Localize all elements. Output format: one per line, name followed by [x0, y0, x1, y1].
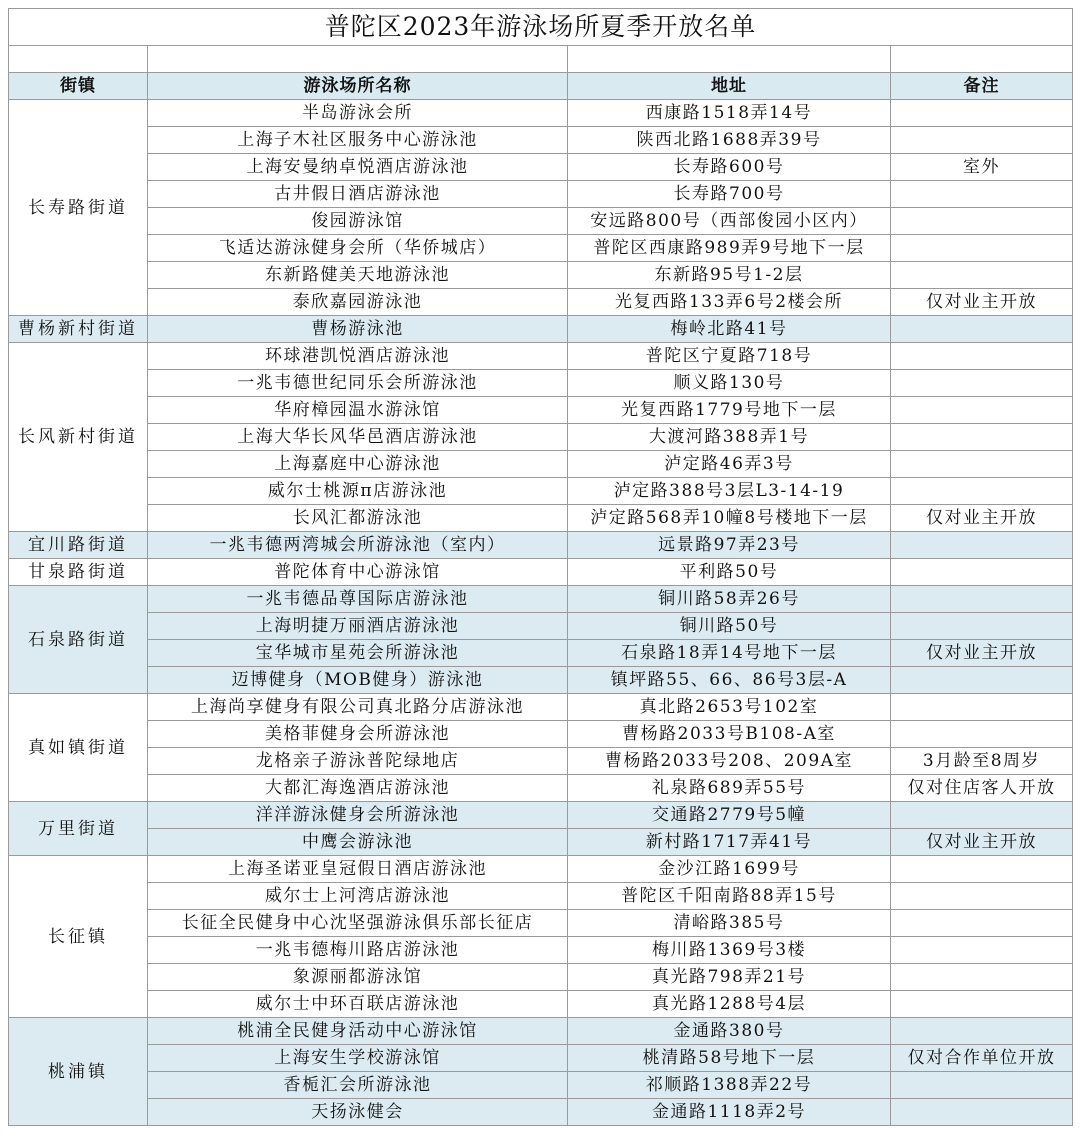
- note-cell: [891, 424, 1073, 451]
- venue-name-cell: 威尔士桃源π店游泳池: [148, 478, 568, 505]
- venue-name-cell: 龙格亲子游泳普陀绿地店: [148, 748, 568, 775]
- note-cell: [891, 1099, 1073, 1126]
- note-cell: [891, 721, 1073, 748]
- address-cell: 长寿路600号: [568, 154, 891, 181]
- venue-name-cell: 上海子木社区服务中心游泳池: [148, 127, 568, 154]
- address-cell: 镇坪路55、66、86号3层-A: [568, 667, 891, 694]
- venue-name-cell: 上海安生学校游泳馆: [148, 1045, 568, 1072]
- venue-name-cell: 大都汇海逸酒店游泳池: [148, 775, 568, 802]
- note-cell: [891, 316, 1073, 343]
- note-cell: [891, 559, 1073, 586]
- venue-name-cell: 飞适达游泳健身会所（华侨城店）: [148, 235, 568, 262]
- table-row: [9, 640, 1073, 667]
- venue-name-cell: 美格菲健身会所游泳池: [148, 721, 568, 748]
- venue-name-cell: 俊园游泳馆: [148, 208, 568, 235]
- address-cell: 桃清路58号地下一层: [568, 1045, 891, 1072]
- district-cell: 长征镇: [9, 856, 148, 1018]
- address-cell: 交通路2779号5幢: [568, 802, 891, 829]
- venue-name-cell: 威尔士上河湾店游泳池: [148, 883, 568, 910]
- blank-cell: [568, 46, 891, 73]
- blank-cell: [891, 46, 1073, 73]
- note-cell: [891, 127, 1073, 154]
- column-header-address: 地址: [568, 73, 891, 100]
- table-row: [9, 100, 1073, 127]
- address-cell: 普陀区宁夏路718号: [568, 343, 891, 370]
- table-row: [9, 127, 1073, 154]
- district-cell: 曹杨新村街道: [9, 316, 148, 343]
- address-cell: 泸定路568弄10幢8号楼地下一层: [568, 505, 891, 532]
- table-row: [9, 829, 1073, 856]
- table-row: [9, 883, 1073, 910]
- note-cell: [891, 991, 1073, 1018]
- district-cell: 真如镇街道: [9, 694, 148, 802]
- note-cell: [891, 532, 1073, 559]
- column-header-note: 备注: [891, 73, 1073, 100]
- address-cell: 顺义路130号: [568, 370, 891, 397]
- address-cell: 曹杨路2033号208、209A室: [568, 748, 891, 775]
- table-row: [9, 181, 1073, 208]
- address-cell: 铜川路50号: [568, 613, 891, 640]
- note-cell: 室外: [891, 154, 1073, 181]
- address-cell: 真光路798弄21号: [568, 964, 891, 991]
- venue-name-cell: 威尔士中环百联店游泳池: [148, 991, 568, 1018]
- venue-name-cell: 象源丽都游泳馆: [148, 964, 568, 991]
- table-row: [9, 154, 1073, 181]
- note-cell: [891, 181, 1073, 208]
- note-cell: [891, 910, 1073, 937]
- venue-name-cell: 天扬泳健会: [148, 1099, 568, 1126]
- table-row: [9, 910, 1073, 937]
- note-cell: [891, 262, 1073, 289]
- table-row: [9, 1018, 1073, 1045]
- venue-name-cell: 一兆韦德世纪同乐会所游泳池: [148, 370, 568, 397]
- note-cell: [891, 235, 1073, 262]
- note-cell: [891, 802, 1073, 829]
- table-row: [9, 937, 1073, 964]
- address-cell: 泸定路388号3层L3-14-19: [568, 478, 891, 505]
- address-cell: 新村路1717弄41号: [568, 829, 891, 856]
- address-cell: 金沙江路1699号: [568, 856, 891, 883]
- note-cell: [891, 100, 1073, 127]
- note-cell: 仅对住店客人开放: [891, 775, 1073, 802]
- venue-name-cell: 半岛游泳会所: [148, 100, 568, 127]
- district-cell: 石泉路街道: [9, 586, 148, 694]
- venue-name-cell: 长风汇都游泳池: [148, 505, 568, 532]
- venue-name-cell: 一兆韦德梅川路店游泳池: [148, 937, 568, 964]
- column-header-venue-name: 游泳场所名称: [148, 73, 568, 100]
- note-cell: [891, 613, 1073, 640]
- venue-name-cell: 香栀汇会所游泳池: [148, 1072, 568, 1099]
- district-cell: 桃浦镇: [9, 1018, 148, 1126]
- venue-name-cell: 上海大华长风华邑酒店游泳池: [148, 424, 568, 451]
- table-row: [9, 262, 1073, 289]
- table-row: [9, 721, 1073, 748]
- address-cell: 东新路95号1-2层: [568, 262, 891, 289]
- note-cell: [891, 451, 1073, 478]
- district-cell: 长寿路街道: [9, 100, 148, 316]
- address-cell: 普陀区西康路989弄9号地下一层: [568, 235, 891, 262]
- table-row: [9, 856, 1073, 883]
- venue-name-cell: 一兆韦德两湾城会所游泳池（室内）: [148, 532, 568, 559]
- blank-cell: [9, 46, 148, 73]
- address-cell: 西康路1518弄14号: [568, 100, 891, 127]
- venue-name-cell: 洋洋游泳健身会所游泳池: [148, 802, 568, 829]
- address-cell: 礼泉路689弄55号: [568, 775, 891, 802]
- table-row: [9, 343, 1073, 370]
- table-row: [9, 559, 1073, 586]
- note-cell: [891, 1018, 1073, 1045]
- note-cell: [891, 478, 1073, 505]
- address-cell: 大渡河路388弄1号: [568, 424, 891, 451]
- venue-name-cell: 长征全民健身中心沈坚强游泳俱乐部长征店: [148, 910, 568, 937]
- venue-name-cell: 普陀体育中心游泳馆: [148, 559, 568, 586]
- venue-name-cell: 宝华城市星苑会所游泳池: [148, 640, 568, 667]
- note-cell: [891, 937, 1073, 964]
- note-cell: [891, 964, 1073, 991]
- table-row: [9, 964, 1073, 991]
- sheet-title: 普陀区2023年游泳场所夏季开放名单: [9, 9, 1073, 46]
- table-row: [9, 586, 1073, 613]
- district-cell: 甘泉路街道: [9, 559, 148, 586]
- address-cell: 石泉路18弄14号地下一层: [568, 640, 891, 667]
- address-cell: 金通路1118弄2号: [568, 1099, 891, 1126]
- venue-name-cell: 东新路健美天地游泳池: [148, 262, 568, 289]
- note-cell: 仅对业主开放: [891, 505, 1073, 532]
- address-cell: 安远路800号（西部俊园小区内）: [568, 208, 891, 235]
- note-cell: [891, 883, 1073, 910]
- address-cell: 泸定路46弄3号: [568, 451, 891, 478]
- note-cell: [891, 397, 1073, 424]
- venue-name-cell: 环球港凯悦酒店游泳池: [148, 343, 568, 370]
- table-row: [9, 424, 1073, 451]
- address-cell: 梅岭北路41号: [568, 316, 891, 343]
- venue-name-cell: 上海明捷万丽酒店游泳池: [148, 613, 568, 640]
- address-cell: 铜川路58弄26号: [568, 586, 891, 613]
- table-row: [9, 451, 1073, 478]
- venue-name-cell: 华府樟园温水游泳馆: [148, 397, 568, 424]
- address-cell: 祁顺路1388弄22号: [568, 1072, 891, 1099]
- address-cell: 普陀区千阳南路88弄15号: [568, 883, 891, 910]
- table-row: [9, 775, 1073, 802]
- note-cell: 仅对业主开放: [891, 640, 1073, 667]
- table-row: [9, 208, 1073, 235]
- venue-name-cell: 上海尚享健身有限公司真北路分店游泳池: [148, 694, 568, 721]
- address-cell: 光复西路133弄6号2楼会所: [568, 289, 891, 316]
- address-cell: 真北路2653号102室: [568, 694, 891, 721]
- table-row: [9, 505, 1073, 532]
- table-row: [9, 289, 1073, 316]
- district-cell: 宜川路街道: [9, 532, 148, 559]
- note-cell: [891, 208, 1073, 235]
- table-row: [9, 478, 1073, 505]
- venue-name-cell: 曹杨游泳池: [148, 316, 568, 343]
- district-cell: 长风新村街道: [9, 343, 148, 532]
- table-row: [9, 397, 1073, 424]
- venue-name-cell: 泰欣嘉园游泳池: [148, 289, 568, 316]
- venue-name-cell: 上海嘉庭中心游泳池: [148, 451, 568, 478]
- column-header-district: 街镇: [9, 73, 148, 100]
- table-row: [9, 667, 1073, 694]
- venue-name-cell: 迈博健身（MOB健身）游泳池: [148, 667, 568, 694]
- blank-cell: [148, 46, 568, 73]
- table-row: [9, 370, 1073, 397]
- address-cell: 平利路50号: [568, 559, 891, 586]
- address-cell: 远景路97弄23号: [568, 532, 891, 559]
- venue-name-cell: 上海圣诺亚皇冠假日酒店游泳池: [148, 856, 568, 883]
- note-cell: [891, 667, 1073, 694]
- table-row: [9, 1045, 1073, 1072]
- address-cell: 光复西路1779号地下一层: [568, 397, 891, 424]
- address-cell: 陕西北路1688弄39号: [568, 127, 891, 154]
- table-row: [9, 802, 1073, 829]
- table-row: [9, 235, 1073, 262]
- venue-name-cell: 古井假日酒店游泳池: [148, 181, 568, 208]
- table-row: [9, 316, 1073, 343]
- blank-row: [9, 46, 1073, 73]
- table-row: [9, 613, 1073, 640]
- note-cell: 3月龄至8周岁: [891, 748, 1073, 775]
- table-row: [9, 1099, 1073, 1126]
- header-row: [9, 73, 1073, 100]
- note-cell: 仅对业主开放: [891, 289, 1073, 316]
- address-cell: 梅川路1369号3楼: [568, 937, 891, 964]
- address-cell: 长寿路700号: [568, 181, 891, 208]
- title-row: [9, 9, 1073, 46]
- note-cell: [891, 586, 1073, 613]
- note-cell: 仅对业主开放: [891, 829, 1073, 856]
- venue-name-cell: 一兆韦德品尊国际店游泳池: [148, 586, 568, 613]
- note-cell: [891, 856, 1073, 883]
- table-row: [9, 991, 1073, 1018]
- address-cell: 金通路380号: [568, 1018, 891, 1045]
- note-cell: 仅对合作单位开放: [891, 1045, 1073, 1072]
- table-row: [9, 532, 1073, 559]
- address-cell: 清峪路385号: [568, 910, 891, 937]
- venue-name-cell: 中鹰会游泳池: [148, 829, 568, 856]
- note-cell: [891, 343, 1073, 370]
- note-cell: [891, 370, 1073, 397]
- note-cell: [891, 1072, 1073, 1099]
- district-cell: 万里街道: [9, 802, 148, 856]
- address-cell: 真光路1288号4层: [568, 991, 891, 1018]
- table-row: [9, 748, 1073, 775]
- venue-name-cell: 桃浦全民健身活动中心游泳馆: [148, 1018, 568, 1045]
- note-cell: [891, 694, 1073, 721]
- pool-list-table: [8, 8, 1073, 1126]
- table-row: [9, 694, 1073, 721]
- table-row: [9, 1072, 1073, 1099]
- address-cell: 曹杨路2033号B108-A室: [568, 721, 891, 748]
- venue-name-cell: 上海安曼纳卓悦酒店游泳池: [148, 154, 568, 181]
